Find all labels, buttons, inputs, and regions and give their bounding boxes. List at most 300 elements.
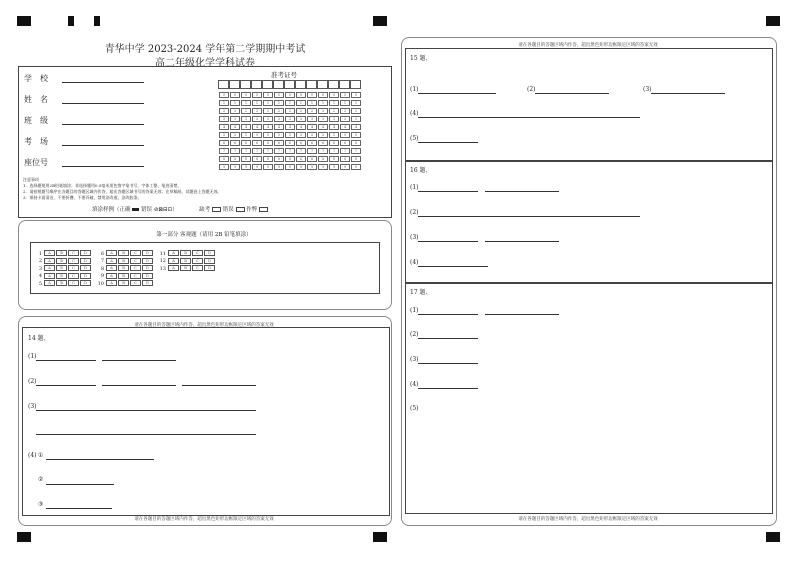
mc-question-row: [96, 280, 154, 287]
ticket-digit-bubble[interactable]: 7: [241, 148, 251, 154]
ticket-digit-bubble[interactable]: 2: [285, 108, 295, 114]
ticket-digit-bubble[interactable]: 6: [241, 140, 251, 146]
school-field[interactable]: [62, 82, 144, 83]
ticket-digit-bubble[interactable]: 3: [252, 116, 262, 122]
q16-2-blank[interactable]: [418, 216, 640, 217]
registration-mark: [766, 16, 780, 26]
ticket-digit-cell[interactable]: [317, 80, 328, 89]
q15-5-blank[interactable]: [418, 142, 478, 143]
ticket-digit-bubble[interactable]: 4: [230, 124, 240, 130]
right-bottom-warning: 请在各题目的答题区域内作答，超出黑色矩形边框限定区域的答案无效: [518, 517, 658, 522]
error-checkbox[interactable]: [236, 207, 245, 212]
ticket-digit-bubble[interactable]: 6: [285, 140, 295, 146]
mc-option-bubble[interactable]: C: [130, 265, 141, 271]
ticket-digit-bubble[interactable]: 6: [318, 140, 328, 146]
ticket-digit-bubble[interactable]: 0: [252, 92, 262, 98]
ticket-digit-bubble[interactable]: 5: [252, 132, 262, 138]
notes-title: 注意事项: [23, 177, 39, 182]
q14-top-warning: 请在各题目的答题区域内作答，超出黑色矩形边框限定区域的答案无效: [134, 323, 274, 328]
ticket-digit-bubble[interactable]: 6: [340, 140, 350, 146]
mc-question-number: 10: [97, 280, 104, 287]
mc-question-row: [158, 258, 216, 265]
ticket-digit-bubble[interactable]: 8: [318, 156, 328, 162]
mc-option-bubble[interactable]: D: [204, 250, 215, 256]
mc-option-bubble[interactable]: C: [130, 273, 141, 279]
ticket-digit-cell[interactable]: [218, 80, 229, 89]
ticket-digit-bubble[interactable]: 1: [285, 100, 295, 106]
q17-title: 17 题、: [410, 289, 432, 296]
ticket-digit-cell[interactable]: [306, 80, 317, 89]
ticket-digit-bubble[interactable]: 9: [318, 164, 328, 170]
ticket-digit-bubble[interactable]: 6: [219, 140, 229, 146]
ticket-digit-cell[interactable]: [284, 80, 295, 89]
ticket-digit-bubble[interactable]: 9: [351, 164, 361, 170]
mc-option-bubble[interactable]: B: [118, 273, 129, 279]
ticket-digit-bubble[interactable]: 3: [296, 116, 306, 122]
registration-mark: [94, 16, 100, 26]
room-label: 考 场: [24, 137, 48, 146]
ticket-title: 准考证号: [271, 71, 297, 79]
ticket-digit-bubble[interactable]: 3: [329, 116, 339, 122]
mc-option-bubble[interactable]: D: [204, 258, 215, 264]
q15-1-blank[interactable]: [418, 93, 496, 94]
note-item: 2．请按照题号顺序在各题目的答题区域内作答，超出答题区域书写的答案无效；在草稿纸、试题卷上答题无效。: [23, 189, 222, 194]
ticket-digit-bubble[interactable]: 7: [351, 148, 361, 154]
mc-option-bubble[interactable]: C: [192, 250, 203, 256]
ticket-digit-bubble[interactable]: 4: [285, 124, 295, 130]
q17-part-4: (4): [410, 381, 419, 388]
q16-3-blank-b[interactable]: [485, 241, 559, 242]
q14-3-blank-a[interactable]: [36, 410, 256, 411]
ticket-digit-bubble[interactable]: 3: [307, 116, 317, 122]
registration-mark: [68, 16, 74, 26]
mc-question-number: 5: [38, 280, 42, 287]
q15-4-blank[interactable]: [418, 117, 640, 118]
ticket-digit-bubble[interactable]: 5: [241, 132, 251, 138]
ticket-digit-bubble[interactable]: 2: [263, 108, 273, 114]
mc-option-bubble[interactable]: B: [56, 265, 67, 271]
ticket-digit-bubble[interactable]: 9: [285, 164, 295, 170]
mc-option-bubble[interactable]: A: [44, 250, 55, 256]
ticket-digit-bubble[interactable]: 1: [252, 100, 262, 106]
ticket-digit-bubble[interactable]: 4: [340, 124, 350, 130]
ticket-digit-bubble[interactable]: 0: [296, 92, 306, 98]
mc-option-bubble[interactable]: C: [68, 250, 79, 256]
mc-option-bubble[interactable]: D: [142, 265, 153, 271]
ticket-digit-bubble[interactable]: 9: [219, 164, 229, 170]
q14-4-circle-3: ③: [38, 501, 44, 508]
right-top-warning: 请在各题目的答题区域内作答，超出黑色矩形边框限定区域的答案无效: [518, 43, 658, 48]
ticket-digit-bubble[interactable]: 4: [329, 124, 339, 130]
ticket-digit-bubble[interactable]: 1: [241, 100, 251, 106]
class-label: 班 级: [24, 116, 48, 125]
q17-part-1: (1): [410, 307, 419, 314]
mc-option-bubble[interactable]: C: [130, 250, 141, 256]
cheat-label: 作弊: [246, 207, 258, 213]
ticket-digit-bubble[interactable]: 4: [219, 124, 229, 130]
q15-answer-box: [405, 48, 773, 162]
ticket-digit-bubble[interactable]: 8: [351, 156, 361, 162]
mc-question-number: 4: [38, 273, 42, 280]
q14-answer-box: [22, 327, 390, 516]
q14-part-3: (3): [28, 403, 37, 410]
ticket-digit-bubble[interactable]: 4: [252, 124, 262, 130]
ticket-digit-bubble[interactable]: 3: [285, 116, 295, 122]
ticket-digit-cell[interactable]: [328, 80, 339, 89]
mc-option-bubble[interactable]: B: [180, 265, 191, 271]
ticket-digit-bubble[interactable]: 9: [263, 164, 273, 170]
mc-question-number: 9: [100, 273, 104, 280]
ticket-digit-bubble[interactable]: 0: [329, 92, 339, 98]
note-item: 1．选择题使用2B铅笔填涂；非选择题用0.5毫米黑色签字笔书写，字体工整、笔迹清楚。: [23, 183, 182, 188]
q15-part-5: (5): [410, 135, 419, 142]
q15-3-blank[interactable]: [651, 93, 725, 94]
fill-wrong-label: 错误: [141, 207, 153, 213]
ticket-digit-bubble[interactable]: 4: [241, 124, 251, 130]
ticket-digit-cell[interactable]: [273, 80, 284, 89]
ticket-digit-bubble[interactable]: 6: [329, 140, 339, 146]
ticket-digit-bubble[interactable]: 1: [307, 100, 317, 106]
ticket-digit-bubble[interactable]: 0: [318, 92, 328, 98]
ticket-digit-bubble[interactable]: 5: [318, 132, 328, 138]
mc-question-number: 7: [100, 258, 104, 265]
ticket-digit-bubble[interactable]: 5: [219, 132, 229, 138]
mc-option-bubble[interactable]: A: [106, 250, 117, 256]
ticket-digit-bubble[interactable]: 1: [318, 100, 328, 106]
mc-option-bubble[interactable]: D: [80, 258, 91, 264]
q14-part-2: (2): [28, 378, 37, 385]
mc-option-bubble[interactable]: D: [80, 273, 91, 279]
mc-option-bubble[interactable]: D: [204, 265, 215, 271]
q16-part-2: (2): [410, 209, 419, 216]
mc-option-bubble[interactable]: B: [56, 258, 67, 264]
absent-label: 缺考: [199, 207, 211, 213]
ticket-digit-bubble[interactable]: 1: [340, 100, 350, 106]
ticket-digit-bubble[interactable]: 6: [296, 140, 306, 146]
ticket-digit-cell[interactable]: [350, 80, 361, 89]
ticket-digit-bubble[interactable]: 3: [318, 116, 328, 122]
ticket-digit-bubble[interactable]: 7: [307, 148, 317, 154]
mc-option-bubble[interactable]: D: [80, 250, 91, 256]
ticket-digit-bubble[interactable]: 5: [296, 132, 306, 138]
ticket-digit-bubble[interactable]: 0: [340, 92, 350, 98]
q15-title: 15 题、: [410, 55, 432, 62]
exam-title: 青华中学 2023-2024 学年第二学期期中考试: [104, 44, 306, 55]
mc-option-bubble[interactable]: A: [44, 280, 55, 286]
ticket-number-grid[interactable]: [218, 80, 366, 174]
ticket-digit-bubble[interactable]: 4: [318, 124, 328, 130]
mc-option-bubble[interactable]: C: [192, 258, 203, 264]
mc-question-number: 12: [159, 258, 166, 265]
ticket-digit-bubble[interactable]: 1: [329, 100, 339, 106]
mc-question-row: [158, 250, 216, 257]
ticket-digit-bubble[interactable]: 2: [340, 108, 350, 114]
ticket-digit-bubble[interactable]: 0: [274, 92, 284, 98]
ticket-digit-bubble[interactable]: 6: [351, 140, 361, 146]
name-field[interactable]: [62, 103, 144, 104]
q14-1-blank-b[interactable]: [102, 360, 176, 361]
ticket-digit-bubble[interactable]: 0: [263, 92, 273, 98]
error-label: 错误: [222, 207, 234, 213]
ticket-digit-bubble[interactable]: 0: [307, 92, 317, 98]
q17-3-blank[interactable]: [418, 363, 478, 364]
q14-4-blank-3[interactable]: [46, 508, 112, 509]
mc-option-bubble[interactable]: D: [142, 250, 153, 256]
ticket-digit-bubble[interactable]: 8: [263, 156, 273, 162]
ticket-digit-bubble[interactable]: 3: [219, 116, 229, 122]
ticket-digit-bubble[interactable]: 6: [263, 140, 273, 146]
q14-title: 14 题、: [28, 335, 50, 342]
ticket-digit-bubble[interactable]: 9: [252, 164, 262, 170]
ticket-digit-bubble[interactable]: 8: [296, 156, 306, 162]
mc-option-bubble[interactable]: B: [56, 280, 67, 286]
ticket-digit-bubble[interactable]: 8: [219, 156, 229, 162]
ticket-digit-bubble[interactable]: 8: [307, 156, 317, 162]
mc-option-bubble[interactable]: D: [80, 265, 91, 271]
ticket-digit-bubble[interactable]: 4: [274, 124, 284, 130]
ticket-digit-bubble[interactable]: 0: [285, 92, 295, 98]
note-item: 3．保持卡面清洁，不要折叠、不要弄破，禁用涂改液、涂改胶条。: [23, 195, 142, 200]
q16-4-blank[interactable]: [418, 266, 488, 267]
name-label: 姓 名: [24, 95, 48, 104]
mc-option-bubble[interactable]: C: [68, 258, 79, 264]
ticket-digit-bubble[interactable]: 5: [340, 132, 350, 138]
mc-option-bubble[interactable]: D: [142, 273, 153, 279]
ticket-digit-bubble[interactable]: 7: [285, 148, 295, 154]
ticket-digit-bubble[interactable]: 5: [285, 132, 295, 138]
mc-option-bubble[interactable]: B: [118, 250, 129, 256]
mc-question-number: 3: [38, 265, 42, 272]
ticket-digit-bubble[interactable]: 1: [219, 100, 229, 106]
mc-option-bubble[interactable]: D: [142, 258, 153, 264]
mc-option-bubble[interactable]: C: [130, 258, 141, 264]
ticket-digit-bubble[interactable]: 8: [252, 156, 262, 162]
mc-option-bubble[interactable]: C: [68, 273, 79, 279]
exam-subtitle: 高二年级化学学科试卷: [155, 58, 255, 69]
absent-checkbox[interactable]: [212, 207, 221, 212]
ticket-digit-bubble[interactable]: 1: [274, 100, 284, 106]
registration-mark: [17, 16, 31, 26]
ticket-digit-bubble[interactable]: 2: [274, 108, 284, 114]
registration-mark: [373, 532, 387, 542]
ticket-digit-bubble[interactable]: 3: [241, 116, 251, 122]
class-field[interactable]: [62, 124, 144, 125]
ticket-digit-bubble[interactable]: 6: [230, 140, 240, 146]
mc-question-row: [34, 265, 92, 272]
ticket-digit-bubble[interactable]: 8: [241, 156, 251, 162]
ticket-digit-bubble[interactable]: 3: [230, 116, 240, 122]
ticket-digit-bubble[interactable]: 5: [263, 132, 273, 138]
ticket-digit-bubble[interactable]: 4: [351, 124, 361, 130]
q16-1-blank-b[interactable]: [485, 191, 559, 192]
mc-option-bubble[interactable]: B: [118, 265, 129, 271]
ticket-digit-bubble[interactable]: 7: [296, 148, 306, 154]
ticket-digit-cell[interactable]: [251, 80, 262, 89]
mc-question-number: 2: [38, 258, 42, 265]
mc-option-bubble[interactable]: B: [180, 250, 191, 256]
fill-example: 填涂样例（正确 错误 ⊘⊠⊟⊡） 缺考 错误 作弊: [92, 205, 268, 213]
q15-part-1: (1): [410, 86, 419, 93]
ticket-digit-bubble[interactable]: 8: [274, 156, 284, 162]
ticket-digit-bubble[interactable]: 2: [241, 108, 251, 114]
mc-option-bubble[interactable]: B: [56, 250, 67, 256]
ticket-digit-bubble[interactable]: 9: [230, 164, 240, 170]
mc-question-row: [158, 265, 216, 272]
ticket-digit-bubble[interactable]: 2: [230, 108, 240, 114]
q17-2-blank[interactable]: [418, 338, 478, 339]
registration-mark: [17, 532, 31, 542]
mc-question-row: [96, 273, 154, 280]
mc-option-bubble[interactable]: C: [68, 265, 79, 271]
mc-option-bubble[interactable]: A: [168, 258, 179, 264]
registration-mark: [766, 532, 780, 542]
q14-2-blank-c[interactable]: [182, 385, 256, 386]
ticket-digit-bubble[interactable]: 5: [329, 132, 339, 138]
ticket-digit-bubble[interactable]: 1: [230, 100, 240, 106]
mc-option-bubble[interactable]: B: [56, 273, 67, 279]
q15-part-2: (2): [527, 86, 536, 93]
mc-question-row: [96, 258, 154, 265]
q16-part-4: (4): [410, 259, 419, 266]
ticket-digit-bubble[interactable]: 5: [274, 132, 284, 138]
q14-part-1: (1): [28, 353, 37, 360]
q17-1-blank-a[interactable]: [418, 314, 478, 315]
ticket-digit-bubble[interactable]: 5: [307, 132, 317, 138]
ticket-digit-bubble[interactable]: 1: [263, 100, 273, 106]
ticket-digit-bubble[interactable]: 1: [351, 100, 361, 106]
q14-4-blank-1[interactable]: [46, 459, 154, 460]
cheat-checkbox[interactable]: [259, 207, 268, 212]
ticket-digit-bubble[interactable]: 4: [307, 124, 317, 130]
filled-bubble-icon: [132, 208, 139, 211]
mc-option-bubble[interactable]: A: [168, 250, 179, 256]
mc-option-bubble[interactable]: C: [130, 280, 141, 286]
q14-1-blank-a[interactable]: [36, 360, 96, 361]
ticket-digit-bubble[interactable]: 2: [318, 108, 328, 114]
ticket-digit-bubble[interactable]: 6: [307, 140, 317, 146]
room-field[interactable]: [62, 145, 144, 146]
mc-question-row: [34, 280, 92, 287]
ticket-digit-bubble[interactable]: 1: [296, 100, 306, 106]
ticket-digit-bubble[interactable]: 2: [307, 108, 317, 114]
mc-option-bubble[interactable]: A: [44, 258, 55, 264]
mc-question-number: 8: [100, 265, 104, 272]
q14-3-blank-b[interactable]: [36, 434, 256, 435]
ticket-digit-bubble[interactable]: 2: [329, 108, 339, 114]
ticket-digit-cell[interactable]: [240, 80, 251, 89]
ticket-digit-bubble[interactable]: 6: [252, 140, 262, 146]
ticket-digit-bubble[interactable]: 9: [241, 164, 251, 170]
ticket-digit-bubble[interactable]: 7: [329, 148, 339, 154]
ticket-digit-bubble[interactable]: 0: [241, 92, 251, 98]
ticket-digit-bubble[interactable]: 2: [252, 108, 262, 114]
mc-question-number: 13: [159, 265, 166, 272]
mc-option-bubble[interactable]: B: [118, 258, 129, 264]
mc-option-bubble[interactable]: A: [168, 265, 179, 271]
ticket-digit-bubble[interactable]: 7: [230, 148, 240, 154]
mc-question-row: [96, 250, 154, 257]
mc-option-bubble[interactable]: A: [106, 280, 117, 286]
mc-question-row: [34, 258, 92, 265]
ticket-digit-bubble[interactable]: 2: [219, 108, 229, 114]
ticket-digit-bubble[interactable]: 2: [296, 108, 306, 114]
mc-question-row: [96, 265, 154, 272]
mc-option-bubble[interactable]: A: [44, 273, 55, 279]
ticket-digit-bubble[interactable]: 0: [219, 92, 229, 98]
ticket-digit-bubble[interactable]: 3: [340, 116, 350, 122]
mc-option-bubble[interactable]: D: [142, 280, 153, 286]
mc-option-bubble[interactable]: B: [118, 280, 129, 286]
ticket-digit-bubble[interactable]: 9: [296, 164, 306, 170]
ticket-digit-bubble[interactable]: 8: [340, 156, 350, 162]
ticket-digit-bubble[interactable]: 3: [274, 116, 284, 122]
mc-option-bubble[interactable]: D: [80, 280, 91, 286]
registration-mark: [373, 16, 387, 26]
mc-option-bubble[interactable]: A: [106, 258, 117, 264]
ticket-digit-bubble[interactable]: 5: [230, 132, 240, 138]
ticket-digit-bubble[interactable]: 9: [340, 164, 350, 170]
q15-2-blank[interactable]: [535, 93, 609, 94]
ticket-digit-cell[interactable]: [339, 80, 350, 89]
ticket-digit-bubble[interactable]: 4: [296, 124, 306, 130]
mc-option-bubble[interactable]: B: [180, 258, 191, 264]
q14-4-blank-2[interactable]: [46, 484, 114, 485]
ticket-digit-bubble[interactable]: 0: [351, 92, 361, 98]
q14-2-blank-a[interactable]: [36, 385, 96, 386]
ticket-digit-bubble[interactable]: 9: [329, 164, 339, 170]
multiple-choice-grid[interactable]: [34, 250, 374, 290]
mc-question-number: 1: [38, 250, 42, 257]
q17-1-blank-b[interactable]: [485, 314, 559, 315]
q16-title: 16 题、: [410, 167, 432, 174]
ticket-digit-bubble[interactable]: 2: [351, 108, 361, 114]
ticket-digit-cell[interactable]: [262, 80, 273, 89]
ticket-digit-bubble[interactable]: 7: [219, 148, 229, 154]
ticket-digit-cell[interactable]: [295, 80, 306, 89]
ticket-digit-bubble[interactable]: 9: [307, 164, 317, 170]
mc-option-bubble[interactable]: A: [106, 265, 117, 271]
mc-question-row: [34, 250, 92, 257]
ticket-digit-bubble[interactable]: 8: [329, 156, 339, 162]
ticket-digit-bubble[interactable]: 9: [274, 164, 284, 170]
ticket-digit-bubble[interactable]: 7: [340, 148, 350, 154]
ticket-digit-bubble[interactable]: 6: [274, 140, 284, 146]
ticket-digit-bubble[interactable]: 7: [274, 148, 284, 154]
seat-field[interactable]: [62, 166, 144, 167]
ticket-digit-cell[interactable]: [229, 80, 240, 89]
mc-option-bubble[interactable]: C: [68, 280, 79, 286]
ticket-digit-bubble[interactable]: 3: [263, 116, 273, 122]
ticket-digit-bubble[interactable]: 8: [285, 156, 295, 162]
ticket-digit-bubble[interactable]: 7: [263, 148, 273, 154]
q16-1-blank-a[interactable]: [418, 191, 478, 192]
q17-4-blank[interactable]: [418, 388, 478, 389]
ticket-digit-bubble[interactable]: 0: [230, 92, 240, 98]
mc-option-bubble[interactable]: A: [44, 265, 55, 271]
q15-part-4: (4): [410, 110, 419, 117]
ticket-digit-bubble[interactable]: 3: [351, 116, 361, 122]
q16-3-blank-a[interactable]: [418, 241, 478, 242]
q14-2-blank-b[interactable]: [102, 385, 176, 386]
mc-option-bubble[interactable]: C: [192, 265, 203, 271]
q16-part-1: (1): [410, 184, 419, 191]
mc-option-bubble[interactable]: A: [106, 273, 117, 279]
ticket-digit-bubble[interactable]: 5: [351, 132, 361, 138]
ticket-digit-bubble[interactable]: 4: [263, 124, 273, 130]
ticket-digit-bubble[interactable]: 8: [230, 156, 240, 162]
ticket-digit-bubble[interactable]: 7: [252, 148, 262, 154]
ticket-digit-bubble[interactable]: 7: [318, 148, 328, 154]
